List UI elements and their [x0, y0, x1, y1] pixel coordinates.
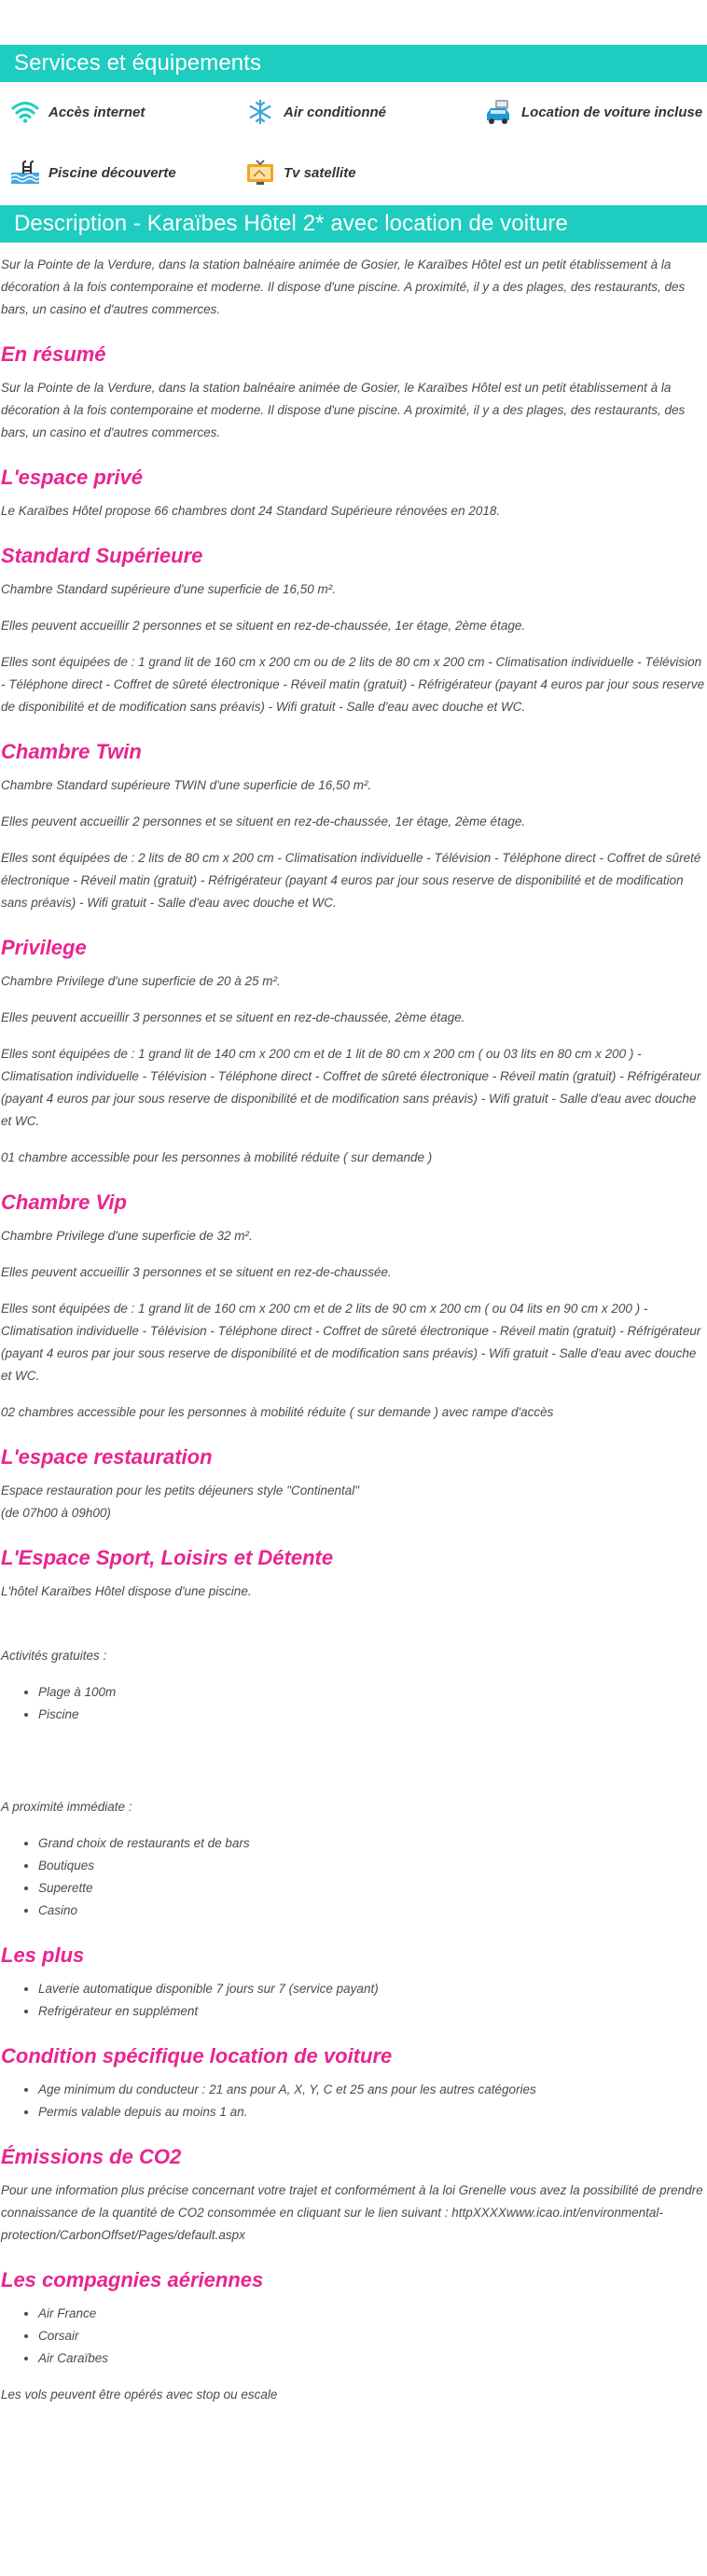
plus-list — [38, 1978, 705, 2023]
amenity-internet — [9, 95, 244, 129]
twin-size: Chambre Standard supérieure TWIN d'une superficie de 16,50 m². — [1, 778, 372, 792]
vip-equipment: Elles sont équipées de : 1 grand lit de 160 cm x 200 cm et de 2 lits de 90 cm x 200 cm ( ou 04 lits en 90 cm x 200 ) - Climatisation individuelle - Télévision - Téléphone direct - Coffret de sûreté électronique - Réveil matin (gratuit) - Réfrigérateur (payant 4 euros par jour sous reserve de disponibilité et de modification sans préavis) - Wifi gratuit - Salle d'eau avec douche et WC. — [1, 1302, 701, 1383]
description-intro: Sur la Pointe de la Verdure, dans la station balnéaire animée de Gosier, le Karaïbes Hôtel est un petit établissement à la décoration à la fois contemporaine et moderne. Il dispose d'une piscine. A proximité, il y a des plages, des restaurants, des bars, un casino et d'autres commerces. — [1, 258, 686, 316]
list-item: • Air Caraïbes — [38, 2347, 705, 2370]
resume-text: Sur la Pointe de la Verdure, dans la station balnéaire animée de Gosier, le Karaïbes Hôtel est un petit établissement à la décoration à la fois contemporaine et moderne. Il dispose d'une piscine. A proximité, il y a des plages, des restaurants, des bars, un casino et d'autres commerces. — [1, 381, 686, 439]
list-item: • Casino — [38, 1900, 705, 1922]
condition-list — [38, 2079, 705, 2123]
vip-size: Chambre Privilege d'une superficie de 32 m². — [1, 1229, 253, 1243]
privilege-accessibility: 01 chambre accessible pour les personnes à mobilité réduite ( sur demande ) — [1, 1150, 433, 1164]
plus-heading: Les plus — [1, 1943, 85, 1967]
co2-heading: Émissions de CO2 — [1, 2145, 182, 2168]
list-item: • Age minimum du conducteur : 21 ans pour A, X, Y, C et 25 ans pour les autres catégories — [38, 2079, 705, 2101]
list-item: • Air France — [38, 2303, 705, 2325]
amenity-label: Piscine découverte — [49, 164, 176, 181]
amenity-label: Location de voiture incluse — [521, 104, 703, 120]
airlines-list — [38, 2303, 705, 2370]
car-icon — [482, 98, 514, 126]
nearby-list — [38, 1832, 705, 1922]
amenity-label: Accès internet — [49, 104, 146, 120]
airlines-note: Les vols peuvent être opérés avec stop ou escale — [1, 2388, 278, 2402]
vip-heading: Chambre Vip — [1, 1191, 127, 1214]
twin-equipment: Elles sont équipées de : 2 lits de 80 cm x 200 cm - Climatisation individuelle - Télévision - Téléphone direct - Coffret de sûreté électronique - Réveil matin (gratuit) - Réfrigérateur (payant 4 euros par jour sous reserve de disponibilité et de modification sans préavis) - Wifi gratuit - Salle d'eau avec douche et WC. — [1, 851, 701, 910]
amenity-tv — [244, 156, 482, 189]
amenity-label: Air conditionné — [284, 104, 386, 120]
privilege-heading: Privilege — [1, 936, 87, 959]
tv-icon — [244, 159, 276, 187]
restauration-heading: L'espace restauration — [1, 1445, 213, 1469]
co2-text: Pour une information plus précise concernant votre trajet et conformément à la loi Grenelle vous avez la possibilité de prendre connaissance de la quantité de CO2 consommée en cliquant sur le lien suivant : httpXXXXwww.icao.int/environmental-protection/CarbonOffset/Pages/default.aspx — [1, 2183, 703, 2242]
list-item: • Piscine — [38, 1704, 705, 1726]
restauration-line-2: (de 07h00 à 09h00) — [1, 1506, 111, 1520]
free-activities-list — [38, 1681, 705, 1726]
restauration-line-1: Espace restauration pour les petits déjeuners style "Continental" — [1, 1483, 360, 1497]
restauration-text — [1, 1480, 705, 1525]
prive-heading: L'espace privé — [1, 466, 143, 489]
list-item: • Plage à 100m — [38, 1681, 705, 1704]
privilege-equipment: Elles sont équipées de : 1 grand lit de 140 cm x 200 cm et de 1 lit de 80 cm x 200 cm ( ou 03 lits en 80 cm x 200 ) - Climatisation individuelle - Télévision - Téléphone direct - Coffret de sûreté électronique - Réveil matin (gratuit) - Réfrigérateur (payant 4 euros par jour sous reserve de disponibilité et de modification sans préavis) - Wifi gratuit - Salle d'eau avec douche et WC. — [1, 1047, 701, 1128]
airlines-heading: Les compagnies aériennes — [1, 2268, 264, 2291]
amenity-car — [482, 95, 707, 129]
nearby-label: A proximité immédiate : — [1, 1800, 132, 1814]
description-title: Description - Karaïbes Hôtel 2* avec location de voiture — [0, 205, 707, 243]
amenity-pool — [9, 156, 244, 189]
standard-size: Chambre Standard supérieure d'une superficie de 16,50 m². — [1, 582, 337, 596]
list-item: • Superette — [38, 1877, 705, 1900]
list-item: • Permis valable depuis au moins 1 an. — [38, 2101, 705, 2123]
resume-heading: En résumé — [1, 342, 106, 366]
list-item: • Corsair — [38, 2325, 705, 2347]
pool-icon — [9, 159, 41, 187]
amenities-grid — [0, 82, 707, 205]
list-item: • Refrigérateur en supplément — [38, 2000, 705, 2023]
wifi-icon — [9, 98, 41, 126]
snowflake-icon — [244, 98, 276, 126]
condition-heading: Condition spécifique location de voiture — [1, 2044, 393, 2068]
description-content — [0, 254, 707, 2406]
twin-heading: Chambre Twin — [1, 740, 142, 763]
free-activities-label: Activités gratuites : — [1, 1649, 107, 1663]
list-item: • Boutiques — [38, 1855, 705, 1877]
services-title: Services et équipements — [0, 45, 707, 82]
sport-heading: L'Espace Sport, Loisirs et Détente — [1, 1546, 334, 1569]
standard-heading: Standard Supérieure — [1, 544, 203, 567]
standard-capacity: Elles peuvent accueillir 2 personnes et se situent en rez-de-chaussée, 1er étage, 2ème étage. — [1, 619, 526, 633]
twin-capacity: Elles peuvent accueillir 2 personnes et se situent en rez-de-chaussée, 1er étage, 2ème étage. — [1, 815, 526, 828]
prive-text: Le Karaïbes Hôtel propose 66 chambres dont 24 Standard Supérieure rénovées en 2018. — [1, 504, 501, 518]
vip-accessibility: 02 chambres accessible pour les personnes à mobilité réduite ( sur demande ) avec rampe d'accès — [1, 1405, 554, 1419]
amenity-label: Tv satellite — [284, 164, 356, 181]
sport-text: L'hôtel Karaïbes Hôtel dispose d'une piscine. — [1, 1584, 252, 1598]
list-item: • Laverie automatique disponible 7 jours sur 7 (service payant) — [38, 1978, 705, 2000]
standard-equipment: Elles sont équipées de : 1 grand lit de 160 cm x 200 cm ou de 2 lits de 80 cm x 200 cm - Climatisation individuelle - Télévision - Téléphone direct - Coffret de sûreté électronique - Réveil matin (gratuit) - Réfrigérateur (payant 4 euros par jour sous reserve de disponibilité et de modification sans préavis) - Wifi gratuit - Salle d'eau avec douche et WC. — [1, 655, 705, 714]
vip-capacity: Elles peuvent accueillir 3 personnes et se situent en rez-de-chaussée. — [1, 1265, 392, 1279]
privilege-capacity: Elles peuvent accueillir 3 personnes et se situent en rez-de-chaussée, 2ème étage. — [1, 1010, 465, 1024]
list-item: • Grand choix de restaurants et de bars — [38, 1832, 705, 1855]
amenity-aircon — [244, 95, 482, 129]
privilege-size: Chambre Privilege d'une superficie de 20 à 25 m². — [1, 974, 281, 988]
